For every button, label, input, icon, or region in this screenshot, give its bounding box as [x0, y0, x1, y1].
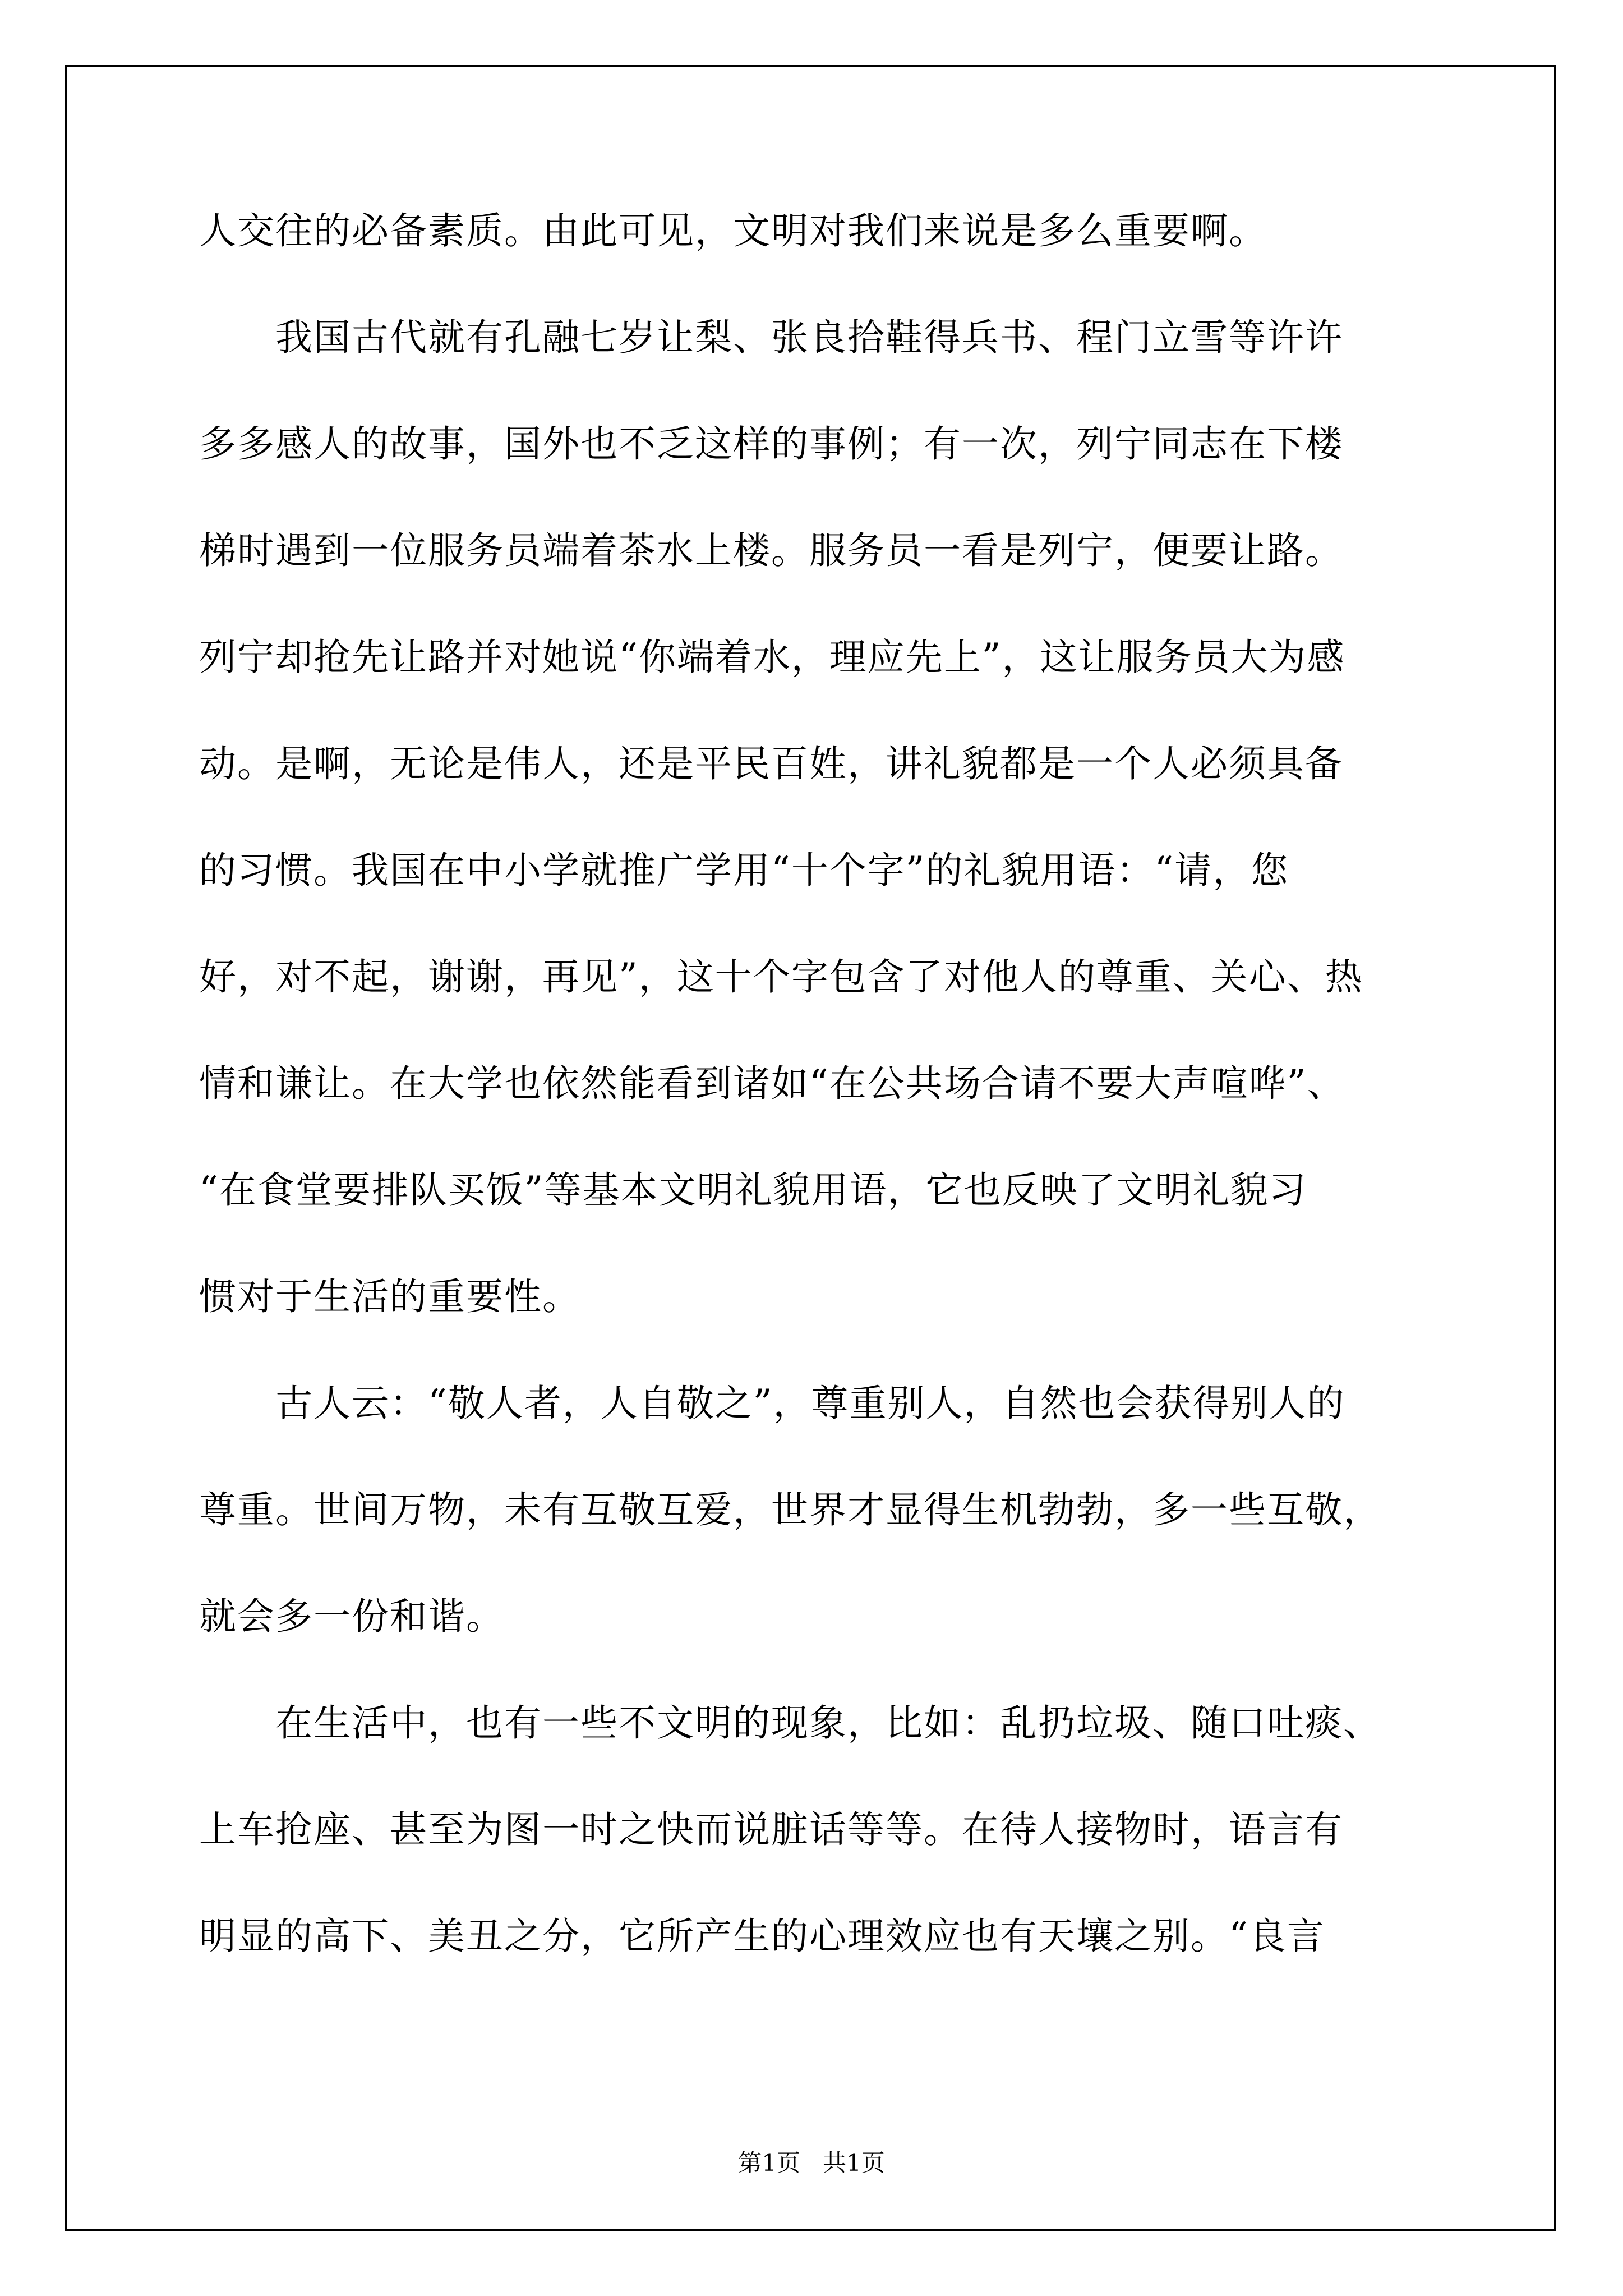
text-line: 人交往的必备素质。由此可见，文明对我们来说是多么重要啊。	[199, 209, 1267, 252]
text-line: 多多感人的故事，国外也不乏这样的事例；有一次，列宁同志在下楼	[199, 422, 1343, 466]
text-line: 梯时遇到一位服务员端着茶水上楼。服务员一看是列宁，便要让路。	[199, 529, 1343, 572]
text-line: 尊重。世间万物，未有互敬互爱，世界才显得生机勃勃，多一些互敬，	[199, 1488, 1381, 1531]
text-line: 上车抢座、甚至为图一时之快而说脏话等等。在待人接物时，语言有	[199, 1808, 1343, 1851]
text-line: 动。是啊，无论是伟人，还是平民百姓，讲礼貌都是一个人必须具备	[199, 742, 1343, 785]
page-border	[65, 65, 1556, 2231]
text-line: 明显的高下、美丑之分，它所产生的心理效应也有天壤之别。“良言	[199, 1915, 1325, 1958]
text-line: 的习惯。我国在中小学就推广学用“十个字”的礼貌用语：“请，您	[199, 849, 1289, 892]
text-line: 我国古代就有孔融七岁让梨、张良拾鞋得兵书、程门立雪等许许	[199, 316, 1343, 359]
text-line: 古人云：“敬人者，人自敬之”，尊重别人，自然也会获得别人的	[199, 1382, 1345, 1425]
text-line: 就会多一份和谐。	[199, 1595, 504, 1638]
text-line: 惯对于生活的重要性。	[199, 1275, 580, 1318]
text-line: 情和谦让。在大学也依然能看到诸如“在公共场合请不要大声喧哗”、	[199, 1062, 1345, 1105]
text-line: “在食堂要排队买饭”等基本文明礼貌用语，它也反映了文明礼貌习	[199, 1168, 1307, 1212]
page-footer: 第1页 共1页	[738, 2149, 885, 2177]
text-line: 好，对不起，谢谢，再见”，这十个字包含了对他人的尊重、关心、热	[199, 955, 1363, 999]
text-line: 在生活中，也有一些不文明的现象，比如：乱扔垃圾、随口吐痰、	[199, 1701, 1381, 1745]
text-line: 列宁却抢先让路并对她说“你端着水，理应先上”，这让服务员大为感	[199, 636, 1345, 679]
